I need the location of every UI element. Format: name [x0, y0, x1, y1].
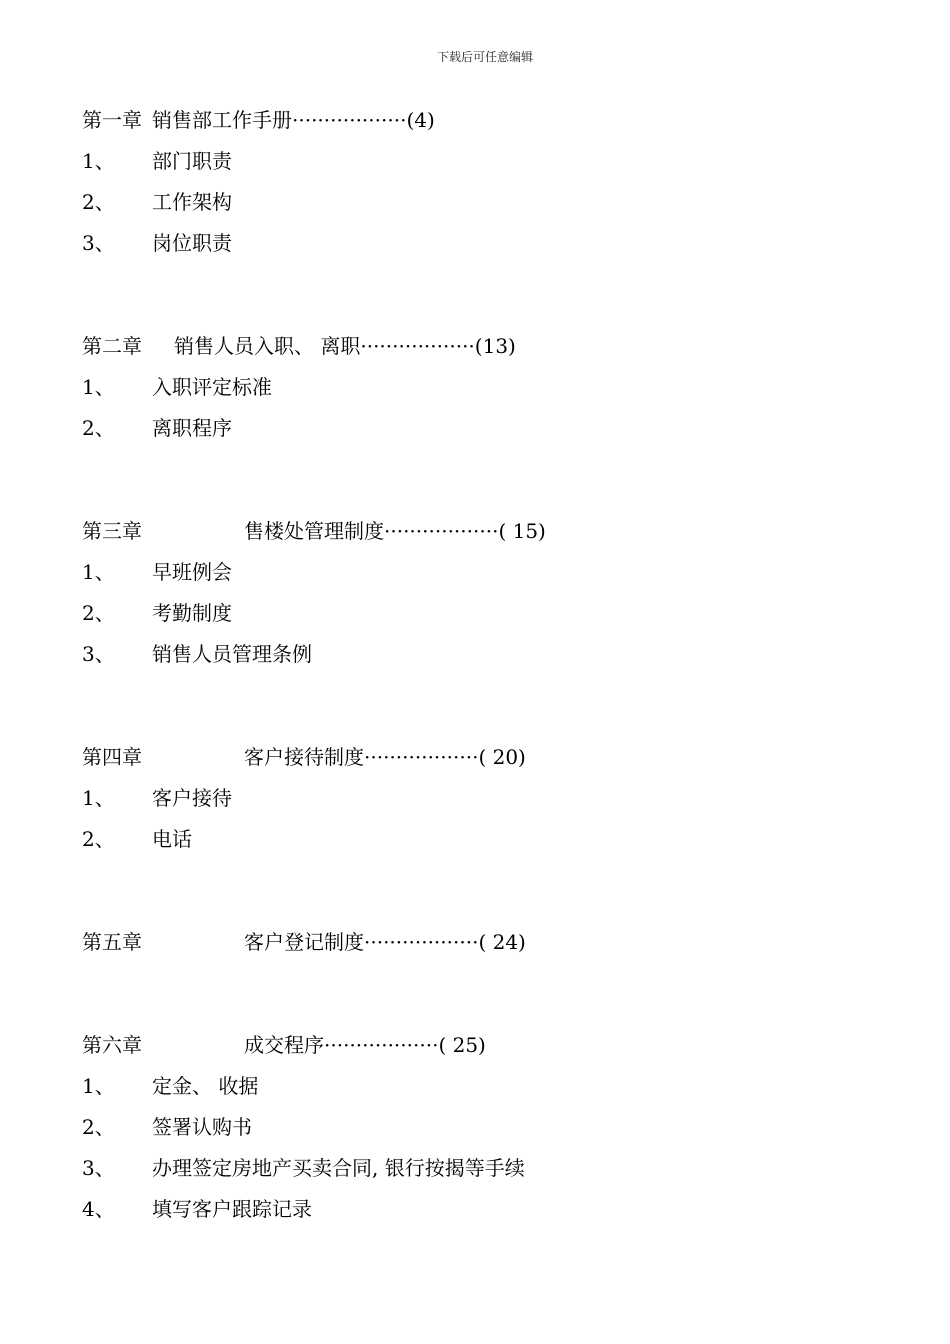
chapter-number: 第六章 [82, 1033, 142, 1057]
toc-item[interactable] [82, 1148, 902, 1189]
item-text: 离职程序 [152, 416, 232, 440]
item-text: 部门职责 [152, 149, 232, 173]
toc-item[interactable] [82, 408, 902, 449]
item-text: 工作架构 [152, 190, 232, 214]
item-number: 3、 [82, 1156, 115, 1180]
item-text: 销售人员管理条例 [152, 642, 312, 666]
item-number: 2、 [82, 827, 115, 851]
item-text: 入职评定标准 [152, 375, 272, 399]
toc-item[interactable] [82, 552, 902, 593]
item-number: 1、 [82, 786, 115, 810]
toc-item[interactable] [82, 182, 902, 223]
item-text: 考勤制度 [152, 601, 232, 625]
chapter-number: 第二章 [82, 334, 142, 358]
chapter-5 [82, 922, 902, 963]
dot-leader: ·················· [364, 745, 479, 769]
chapter-heading[interactable] [82, 326, 902, 367]
chapter-number: 第三章 [82, 519, 142, 543]
toc-item[interactable] [82, 1189, 902, 1230]
item-text: 电话 [152, 827, 192, 851]
chapter-1 [82, 100, 902, 264]
page-number: (13) [474, 334, 516, 358]
page-number: ( 24) [478, 930, 526, 954]
chapter-heading[interactable] [82, 100, 902, 141]
chapter-title: 客户登记制度 [244, 930, 364, 954]
chapter-2 [82, 326, 902, 449]
item-text: 办理签定房地产买卖合同, 银行按揭等手续 [152, 1156, 525, 1180]
item-text: 岗位职责 [152, 231, 232, 255]
chapter-title: 销售部工作手册 [152, 108, 292, 132]
toc-item[interactable] [82, 778, 902, 819]
chapter-heading[interactable] [82, 1025, 902, 1066]
dot-leader: ·················· [292, 108, 407, 132]
page-number: (4) [406, 108, 435, 132]
chapter-heading[interactable] [82, 511, 902, 552]
item-text: 早班例会 [152, 560, 232, 584]
dot-leader: ·················· [324, 1033, 439, 1057]
header-note: 下载后可任意编辑 [436, 50, 533, 64]
toc-item[interactable] [82, 223, 902, 264]
page-number: ( 20) [478, 745, 526, 769]
item-number: 3、 [82, 231, 115, 255]
item-number: 2、 [82, 601, 115, 625]
item-number: 1、 [82, 375, 115, 399]
dot-leader: ·················· [364, 930, 479, 954]
chapter-title: 成交程序 [244, 1033, 324, 1057]
chapter-number: 第一章 [82, 108, 142, 132]
chapter-heading[interactable] [82, 922, 902, 963]
chapter-heading[interactable] [82, 737, 902, 778]
toc-item[interactable] [82, 1107, 902, 1148]
item-text: 定金、 收据 [152, 1074, 259, 1098]
item-number: 1、 [82, 149, 115, 173]
toc-item[interactable] [82, 1066, 902, 1107]
chapter-title: 客户接待制度 [244, 745, 364, 769]
chapter-title: 售楼处管理制度 [244, 519, 384, 543]
chapter-number: 第四章 [82, 745, 142, 769]
item-number: 3、 [82, 642, 115, 666]
chapter-number: 第五章 [82, 930, 142, 954]
item-text: 填写客户跟踪记录 [152, 1197, 312, 1221]
toc-item[interactable] [82, 819, 902, 860]
chapter-3 [82, 511, 902, 675]
toc-item[interactable] [82, 593, 902, 634]
dot-leader: ·················· [384, 519, 499, 543]
item-text: 客户接待 [152, 786, 232, 810]
item-number: 2、 [82, 190, 115, 214]
item-number: 2、 [82, 1115, 115, 1139]
item-number: 4、 [82, 1197, 115, 1221]
item-number: 2、 [82, 416, 115, 440]
chapter-title: 销售人员入职、 离职 [174, 334, 361, 358]
item-number: 1、 [82, 560, 115, 584]
page-number: ( 15) [498, 519, 546, 543]
chapter-4 [82, 737, 902, 860]
page-number: ( 25) [438, 1033, 486, 1057]
item-number: 1、 [82, 1074, 115, 1098]
toc-item[interactable] [82, 367, 902, 408]
table-of-contents [82, 100, 902, 1230]
chapter-6 [82, 1025, 902, 1230]
toc-item[interactable] [82, 634, 902, 675]
toc-item[interactable] [82, 141, 902, 182]
dot-leader: ·················· [360, 334, 475, 358]
item-text: 签署认购书 [152, 1115, 252, 1139]
